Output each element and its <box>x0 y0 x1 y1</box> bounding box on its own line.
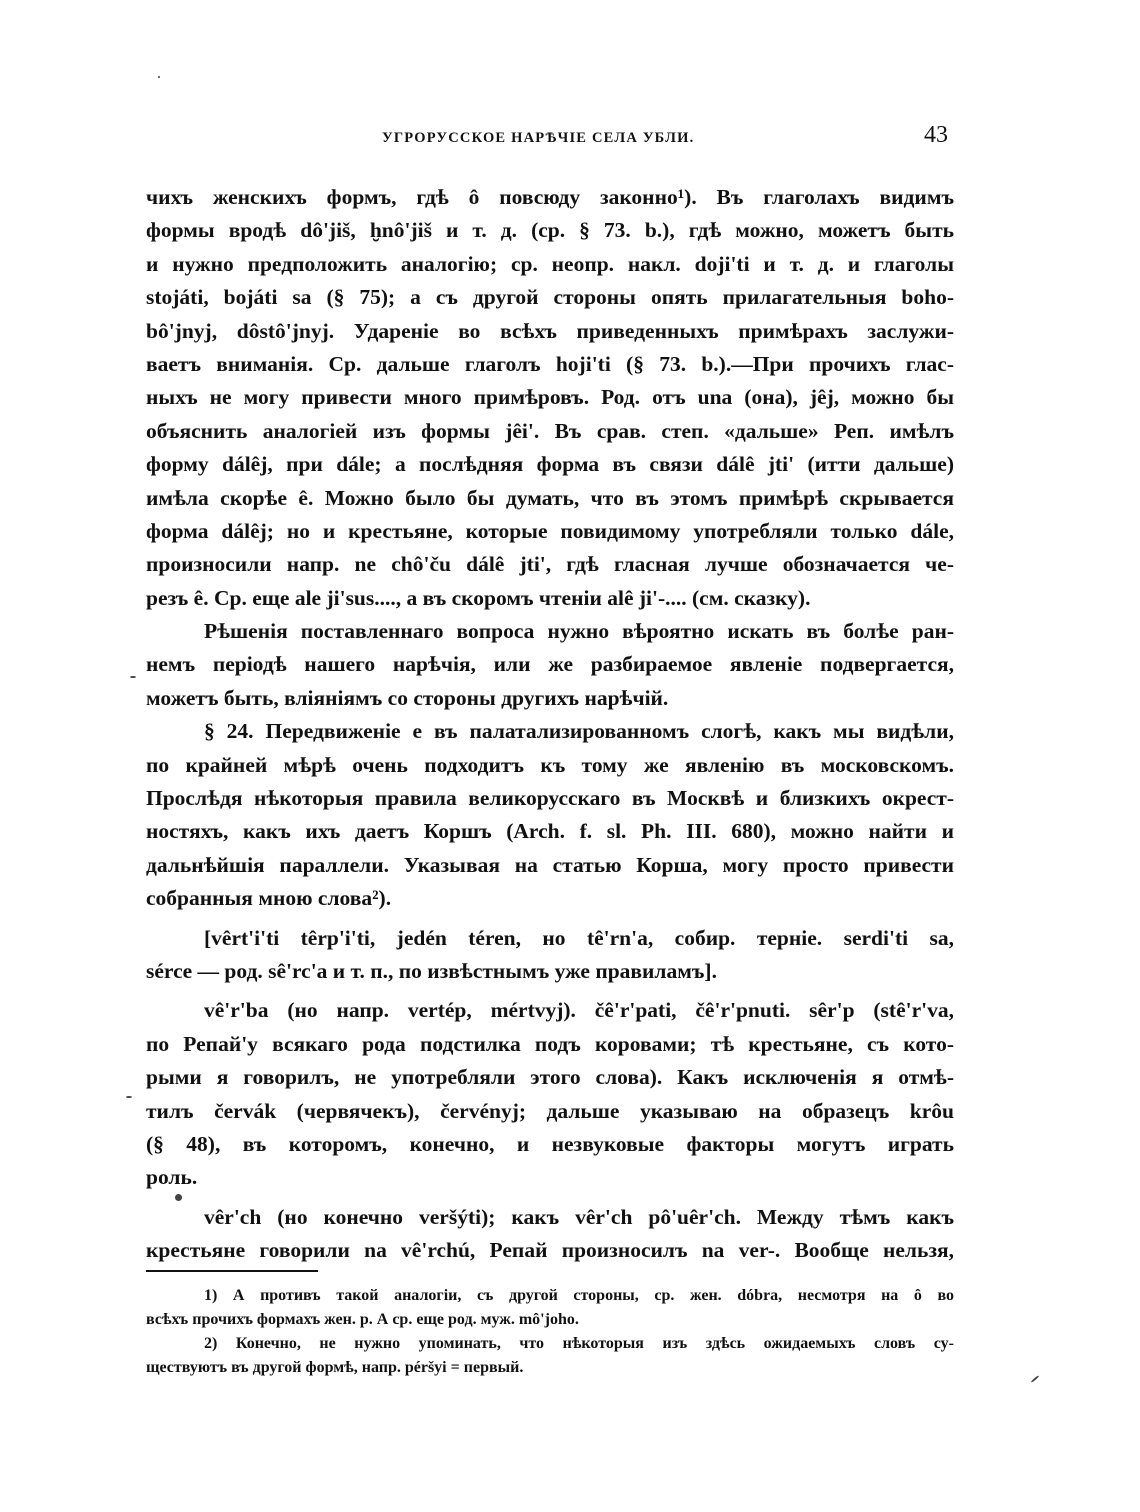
text-line: произносили напр. ne chô'ču dálê jti', гдѣ гласная лучше обозначается че- <box>146 552 954 577</box>
scan-speck <box>130 676 136 678</box>
text-line: резъ ê. Ср. еще ale ji'sus...., а въ скоромъ чтеніи alê ji'-.... (см. сказку). <box>146 585 811 610</box>
footnote-rule <box>146 1270 318 1272</box>
text-line: (§ 48), въ которомъ, конечно, и незвуковые факторы могутъ играть <box>146 1131 954 1156</box>
text-line: ностяхъ, какъ ихъ даетъ Коршъ (Arch. f. sl. Ph. III. 680), можно найти и <box>146 819 954 844</box>
text-line: чихъ женскихъ формъ, гдѣ ô повсюду законно¹). Въ глаголахъ видимъ <box>146 185 954 209</box>
text-line: и нужно предположить аналогію; ср. неопр. накл. doji'ti и т. д. и глаголы <box>146 251 954 276</box>
body-text <box>146 181 954 1268</box>
text-line: Рѣшенія поставленнаго вопроса нужно вѣроятно искать въ болѣе ран- <box>204 619 954 644</box>
text-line: объяснить аналогіей изъ формы jêi'. Въ срав. степ. «дальше» Реп. имѣлъ <box>146 418 954 443</box>
text-line: форму dálêj, при dále; а послѣдняя форма въ связи dálê jti' (итти дальше) <box>146 452 954 477</box>
scan-speck <box>158 76 160 78</box>
text-line: дальнѣйшія параллели. Указывая на статью Корша, могу просто привести <box>146 852 954 877</box>
text-line: по Репай'у всякаго рода подстилка подъ коровами; тѣ крестьяне, съ кото- <box>146 1031 954 1056</box>
scan-speck <box>175 1194 182 1201</box>
footnote-line: 1) А противъ такой аналогіи, съ другой стороны, ср. жен. dóbra, несмотря на ô во <box>204 1287 954 1304</box>
text-line: ваетъ вниманія. Ср. дальше глаголъ hoji'ti (§ 73. b.).—При прочихъ глас- <box>146 351 954 376</box>
text-line: sérce — род. sê'rc'a и т. п., по извѣстнымъ уже правиламъ]. <box>146 958 717 983</box>
scan-speck <box>1031 1375 1040 1383</box>
text-line: тилъ červák (червячекъ), červényj; дальше указываю на образецъ krôu <box>146 1098 954 1123</box>
footnote-line: всѣхъ прочихъ формахъ жен. р. А ср. еще род. муж. mô'joho. <box>146 1311 579 1328</box>
text-line: имѣла скорѣе ê. Можно было бы думать, что въ этомъ примѣрѣ скрывается <box>146 485 954 510</box>
text-line: немъ періодѣ нашего нарѣчія, или же разбираемое явленіе подвергается, <box>146 652 954 677</box>
text-line: крестьяне говорили na vê'rchú, Репай произносилъ na ver-. Вообще нельзя, <box>146 1238 954 1263</box>
text-line: форма dálêj; но и крестьяне, которые повидимому употребляли только dále, <box>146 518 954 543</box>
text-line: ныхъ не могу привести много примѣровъ. Род. отъ una (она), jêj, можно бы <box>146 385 954 410</box>
page-number: 43 <box>924 122 948 148</box>
running-header <box>146 122 950 158</box>
section-24-heading-line: § 24. Передвиженіе е въ палатализированномъ слогѣ, какъ мы видѣли, <box>204 719 954 744</box>
footnote-line: 2) Конечно, не нужно упоминать, что нѣкоторыя изъ здѣсь ожидаемыхъ словъ су- <box>204 1335 954 1352</box>
footnote-line: ществуютъ въ другой формѣ, напр. péršyi = первый. <box>146 1359 524 1376</box>
text-line: рыми я говорилъ, не употребляли этого слова). Какъ исключенія я отмѣ- <box>146 1065 954 1090</box>
text-line: vêr'ch (но конечно veršýti); какъ vêr'ch pô'uêr'ch. Между тѣмъ какъ <box>204 1204 954 1229</box>
text-line: по крайней мѣрѣ очень подходитъ къ тому же явленію въ московскомъ. <box>146 752 954 777</box>
footnotes <box>146 1284 954 1380</box>
text-line: vê'r'ba (но напр. vertép, mértvyj). čê'r'pati, čê'r'pnuti. sêr'p (stê'r'va, <box>204 998 954 1023</box>
text-line: собранныя мною слова²). <box>146 886 392 911</box>
text-line: роль. <box>146 1165 198 1190</box>
scan-speck <box>126 1096 132 1098</box>
text-line: можетъ быть, вліяніямъ со стороны другихъ нарѣчій. <box>146 685 669 710</box>
text-line: bô'jnyj, dôstô'jnyj. Удареніе во всѣхъ приведенныхъ примѣрахъ заслужи- <box>146 318 954 343</box>
text-line: stojáti, bojáti sa (§ 75); а съ другой стороны опять прилагательныя boho- <box>146 285 954 310</box>
header-title: УГРОРУССКОЕ НАРѢЧІЕ СЕЛА УБЛИ. <box>382 130 695 146</box>
text-line: [vêrt'i'ti têrp'i'ti, jedén téren, но tê'rn'a, собир. терніе. serdi'ti sa, <box>204 925 954 950</box>
text-line: Прослѣдя нѣкоторыя правила великорусскаго въ Москвѣ и близкихъ окрест- <box>146 786 954 811</box>
text-line: формы вродѣ dô'jiš, ḫnô'jiš и т. д. (ср. § 73. b.), гдѣ можно, можетъ быть <box>146 218 954 243</box>
